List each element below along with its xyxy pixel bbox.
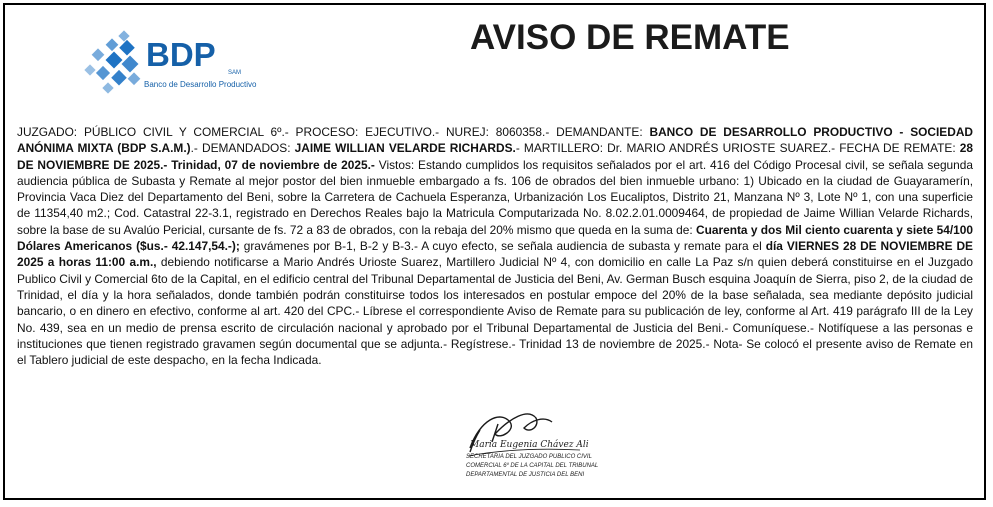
body-bold-1: BANCO DE DESARROLLO PRODUCTIVO - SOCIEDAD ANÓNIMA MIXTA (BDP S.A.M.) [17,125,973,156]
body-text-1: JUZGADO: PÚBLICO CIVIL Y COMERCIAL 6º.- PROCESO: EJECUTIVO.- NUREJ: 8060358.- DEMANDANTE: [17,125,650,139]
signature-line-3: DEPARTAMENTAL DE JUSTICIA DEL BENI [466,472,585,478]
body-bold-4: Cuarenta y dos Mil ciento cuarenta y siete 54/100 Dólares Americanos ($us.- 42.147,54.-); [17,222,974,254]
body-text-3: - MARTILLERO: Dr. MARIO ANDRÉS URIOSTE SUAREZ.- FECHA DE REMATE: [515,141,960,156]
page-title: AVISO DE REMATE [470,18,790,57]
signature-line-1: SECRETARIA DEL JUZGADO PUBLICO CIVIL [466,454,592,460]
signature-line-2: COMERCIAL 6º DE LA CAPITAL DEL TRIBUNAL [466,463,599,469]
body-text-6: debiendo notificarse a Mario Andrés Urioste Suarez, Martillero Judicial Nº 4, con domicilio en calle La Paz s/n quien deberá constituirse en el Juzgado Publico Civil y Comercial 6to de la Capital, en el edificio central del Tribunal Departamental de Justicia del Beni, Av. German Busch esquina Joaquín de Sierra, piso 2, de la ciudad de Trinidad, el día y la hora señalados, donde también podrán constituirse todos los interesados en postular empoce del 20% de la base señalada, sea mediante depósito judicial bancario, o en dinero en efectivo, conforme al art. 420 del CPC.- Líbrese el correspondiente Aviso de Remate para su publicación de ley, conforme al Art. 419 parágrafo III de la Ley No. 439, sea en un medio de prensa escrito de circulación nacional y aprobado por el Tribunal Departamental de Justicia del Beni.- Comuníquese.- Notifíquese a las personas e instituciones que tienen registrado gravamen según documental que se adjunta.- Regístrese.- Trinidad 13 de noviembre de 2025.- Nota- Se colocó el presente aviso de Remate en el Tablero judicial de este despacho, en la fecha Indicada. [17,255,973,368]
logo-sam: SAM [228,70,242,76]
notice-body [17,124,973,368]
logo-brand: BDP [146,36,216,73]
body-bold-5: día VIERNES 28 DE NOVIEMBRE DE 2025 a horas 11:00 a.m., [17,239,973,270]
body-bold-3: 28 DE NOVIEMBRE DE 2025.- Trinidad, 07 de noviembre de 2025.- [17,141,973,172]
logo-subtitle: Banco de Desarrollo Productivo [144,80,257,89]
body-text-5: gravámenes por B-1, B-2 y B-3.- A cuyo efecto, se señala audiencia de subasta y remate para el [239,239,766,254]
signature-name: Maria Eugenia Chávez Ali [470,440,589,450]
body-bold-2: JAIME WILLIAN VELARDE RICHARDS. [294,141,516,156]
body-text-4: Vistos: Estando cumplidos los requisitos señalados por el art. 416 del Código Procesal civil, se señala segunda audiencia pública de Subasta y Remate al mejor postor del bien inmueble embargado a fs. 106 de obrados del bien inmueble urbano: 1) Ubicado en la ciudad de Guayaramerín, Provincia Vaca Diez del Departamento del Beni, sobre la Carretera de Cachuela Esperanza, Urbanización Los Eucaliptos, Distrito 21, Manzana Nº 3, Lote Nº 1, con una superficie de 11354,40 m2.; Cod. Catastral 22-3.1, registrado en Derechos Reales bajo la Matricula Computarizada No. 8.02.2.01.0009464, de propiedad de Jaime Willian Velarde Richards, sobre la base de su Avalúo Pericial, cursante de fs. 72 a 83 de obrados, con la rebaja del 20% mismo que queda en la suma de: [17,157,974,237]
body-text-2: .- DEMANDADOS: [190,141,295,156]
